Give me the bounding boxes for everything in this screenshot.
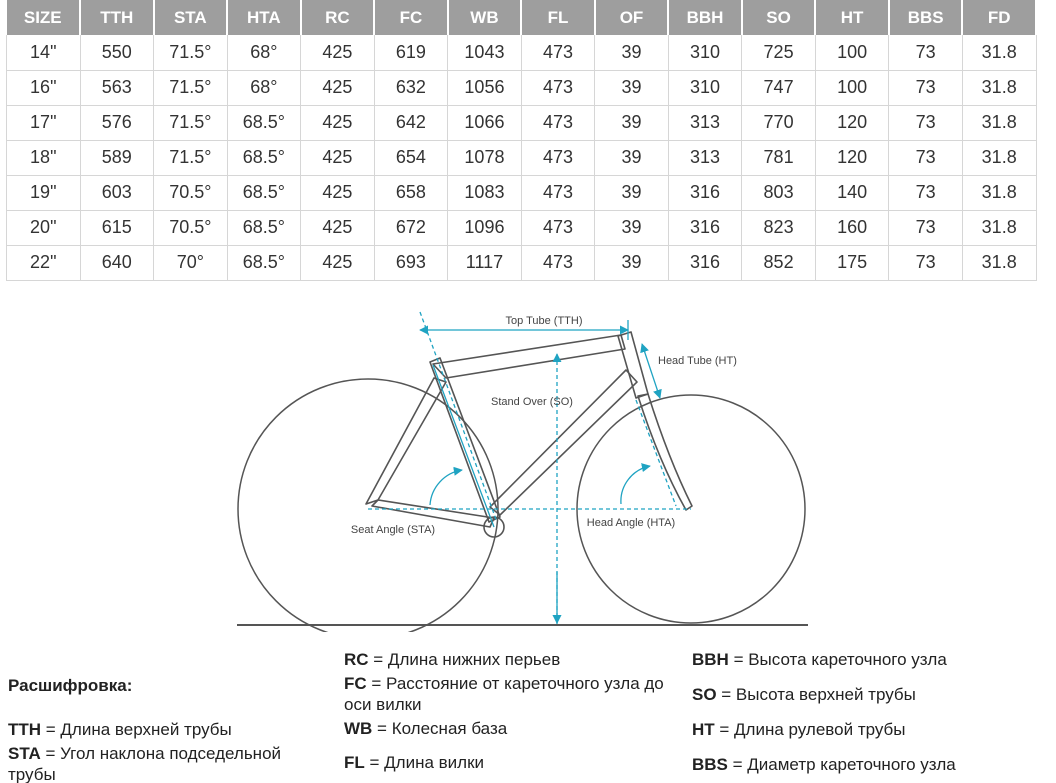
table-cell: 71.5°	[154, 105, 228, 140]
table-cell: 803	[742, 175, 816, 210]
table-cell: 100	[815, 70, 889, 105]
table-row	[7, 105, 1037, 140]
table-cell: 563	[80, 70, 154, 105]
column-header: BBH	[668, 0, 742, 35]
column-header: FD	[962, 0, 1036, 35]
size-cell: 14"	[7, 35, 81, 70]
table-cell: 425	[301, 105, 375, 140]
table-cell: 316	[668, 210, 742, 245]
table-cell: 71.5°	[154, 35, 228, 70]
table-row	[7, 210, 1037, 245]
table-cell: 473	[521, 245, 595, 280]
table-cell: 425	[301, 140, 375, 175]
legend-item-tth: TTH = Длина верхней трубы	[8, 720, 232, 739]
table-cell: 31.8	[962, 140, 1036, 175]
table-cell: 425	[301, 35, 375, 70]
table-cell: 642	[374, 105, 448, 140]
table-cell: 693	[374, 245, 448, 280]
size-cell: 18"	[7, 140, 81, 175]
table-cell: 1043	[448, 35, 522, 70]
table-cell: 1083	[448, 175, 522, 210]
table-cell: 823	[742, 210, 816, 245]
table-cell: 73	[889, 35, 963, 70]
legend-column-3	[692, 649, 1042, 775]
table-cell: 725	[742, 35, 816, 70]
table-cell: 120	[815, 105, 889, 140]
table-cell: 70.5°	[154, 175, 228, 210]
table-cell: 100	[815, 35, 889, 70]
column-header: FC	[374, 0, 448, 35]
table-cell: 39	[595, 70, 669, 105]
column-header: RC	[301, 0, 375, 35]
label-head-angle: Head Angle (HTA)	[586, 517, 676, 529]
table-cell: 68°	[227, 35, 301, 70]
table-cell: 747	[742, 70, 816, 105]
size-cell: 17"	[7, 105, 81, 140]
table-cell: 473	[521, 210, 595, 245]
table-cell: 39	[595, 175, 669, 210]
legend-item-so: SO = Высота верхней трубы	[692, 685, 916, 704]
table-cell: 852	[742, 245, 816, 280]
table-cell: 316	[668, 245, 742, 280]
legend-heading: Расшифровка:	[8, 676, 133, 695]
table-cell: 619	[374, 35, 448, 70]
table-cell: 68.5°	[227, 245, 301, 280]
table-cell: 140	[815, 175, 889, 210]
legend-item-wb: WB = Колесная база	[344, 719, 508, 738]
table-cell: 31.8	[962, 70, 1036, 105]
table-cell: 71.5°	[154, 140, 228, 175]
table-cell: 68.5°	[227, 140, 301, 175]
legend-item-sta: STA = Угол наклона подседельной трубы	[8, 744, 282, 783]
table-cell: 68.5°	[227, 175, 301, 210]
table-cell: 1096	[448, 210, 522, 245]
table-cell: 425	[301, 175, 375, 210]
table-cell: 71.5°	[154, 70, 228, 105]
table-cell: 1078	[448, 140, 522, 175]
label-head-tube: Head Tube (HT)	[658, 355, 737, 367]
table-cell: 473	[521, 70, 595, 105]
table-cell: 425	[301, 210, 375, 245]
table-cell: 425	[301, 70, 375, 105]
table-cell: 68°	[227, 70, 301, 105]
column-header: SO	[742, 0, 816, 35]
legend-item-fc: FC = Расстояние от кареточного узла до оси вилки	[344, 674, 664, 714]
column-header: TTH	[80, 0, 154, 35]
column-header: SIZE	[7, 0, 81, 35]
table-cell: 31.8	[962, 210, 1036, 245]
size-cell: 20"	[7, 210, 81, 245]
table-cell: 632	[374, 70, 448, 105]
table-cell: 175	[815, 245, 889, 280]
table-cell: 31.8	[962, 105, 1036, 140]
column-header: OF	[595, 0, 669, 35]
table-cell: 39	[595, 140, 669, 175]
table-cell: 1066	[448, 105, 522, 140]
table-cell: 576	[80, 105, 154, 140]
table-cell: 73	[889, 105, 963, 140]
table-cell: 70.5°	[154, 210, 228, 245]
table-cell: 473	[521, 35, 595, 70]
table-cell: 39	[595, 210, 669, 245]
column-header: BBS	[889, 0, 963, 35]
column-header: HTA	[227, 0, 301, 35]
table-cell: 589	[80, 140, 154, 175]
legend-column-2	[344, 649, 684, 773]
legend-item-bbs: BBS = Диаметр кареточного узла	[692, 755, 956, 774]
size-cell: 19"	[7, 175, 81, 210]
table-cell: 73	[889, 175, 963, 210]
geometry-table	[6, 0, 1037, 281]
table-cell: 73	[889, 140, 963, 175]
table-cell: 770	[742, 105, 816, 140]
table-cell: 781	[742, 140, 816, 175]
table-cell: 73	[889, 245, 963, 280]
label-top-tube: Top Tube (TTH)	[505, 315, 583, 327]
table-cell: 310	[668, 70, 742, 105]
legend-item-ht: HT = Длина рулевой трубы	[692, 720, 906, 739]
table-cell: 39	[595, 105, 669, 140]
table-cell: 73	[889, 70, 963, 105]
table-cell: 316	[668, 175, 742, 210]
legend-item-fl: FL = Длина вилки	[344, 753, 485, 772]
column-header: WB	[448, 0, 522, 35]
table-row	[7, 140, 1037, 175]
column-header: FL	[521, 0, 595, 35]
legend-item-bbh: BBH = Высота кареточного узла	[692, 650, 947, 669]
table-cell: 473	[521, 105, 595, 140]
size-cell: 22"	[7, 245, 81, 280]
table-cell: 160	[815, 210, 889, 245]
table-row	[7, 35, 1037, 70]
table-cell: 658	[374, 175, 448, 210]
table-cell: 615	[80, 210, 154, 245]
measurement-lines	[368, 312, 691, 625]
table-cell: 310	[668, 35, 742, 70]
table-cell: 313	[668, 140, 742, 175]
table-cell: 73	[889, 210, 963, 245]
table-cell: 31.8	[962, 35, 1036, 70]
rear-wheel	[238, 379, 498, 632]
table-cell: 39	[595, 245, 669, 280]
table-cell: 68.5°	[227, 210, 301, 245]
table-cell: 550	[80, 35, 154, 70]
table-row	[7, 175, 1037, 210]
table-row	[7, 70, 1037, 105]
frame-geometry-diagram	[0, 282, 1056, 632]
column-header: HT	[815, 0, 889, 35]
legend-item-rc: RC = Длина нижних перьев	[344, 650, 561, 669]
table-cell: 603	[80, 175, 154, 210]
table-cell: 313	[668, 105, 742, 140]
table-cell: 640	[80, 245, 154, 280]
bike-frame	[366, 332, 692, 537]
table-cell: 1056	[448, 70, 522, 105]
table-cell: 654	[374, 140, 448, 175]
table-row	[7, 245, 1037, 280]
table-cell: 31.8	[962, 175, 1036, 210]
table-cell: 672	[374, 210, 448, 245]
label-seat-angle: Seat Angle (STA)	[350, 524, 436, 536]
table-cell: 425	[301, 245, 375, 280]
size-cell: 16"	[7, 70, 81, 105]
table-header-row	[7, 0, 1037, 35]
legend-column-1	[8, 649, 326, 783]
table-cell: 70°	[154, 245, 228, 280]
label-stand-over: Stand Over (SO)	[491, 396, 573, 408]
table-cell: 31.8	[962, 245, 1036, 280]
table-cell: 39	[595, 35, 669, 70]
table-cell: 473	[521, 175, 595, 210]
column-header: STA	[154, 0, 228, 35]
table-cell: 473	[521, 140, 595, 175]
table-cell: 68.5°	[227, 105, 301, 140]
table-cell: 1117	[448, 245, 522, 280]
table-cell: 120	[815, 140, 889, 175]
